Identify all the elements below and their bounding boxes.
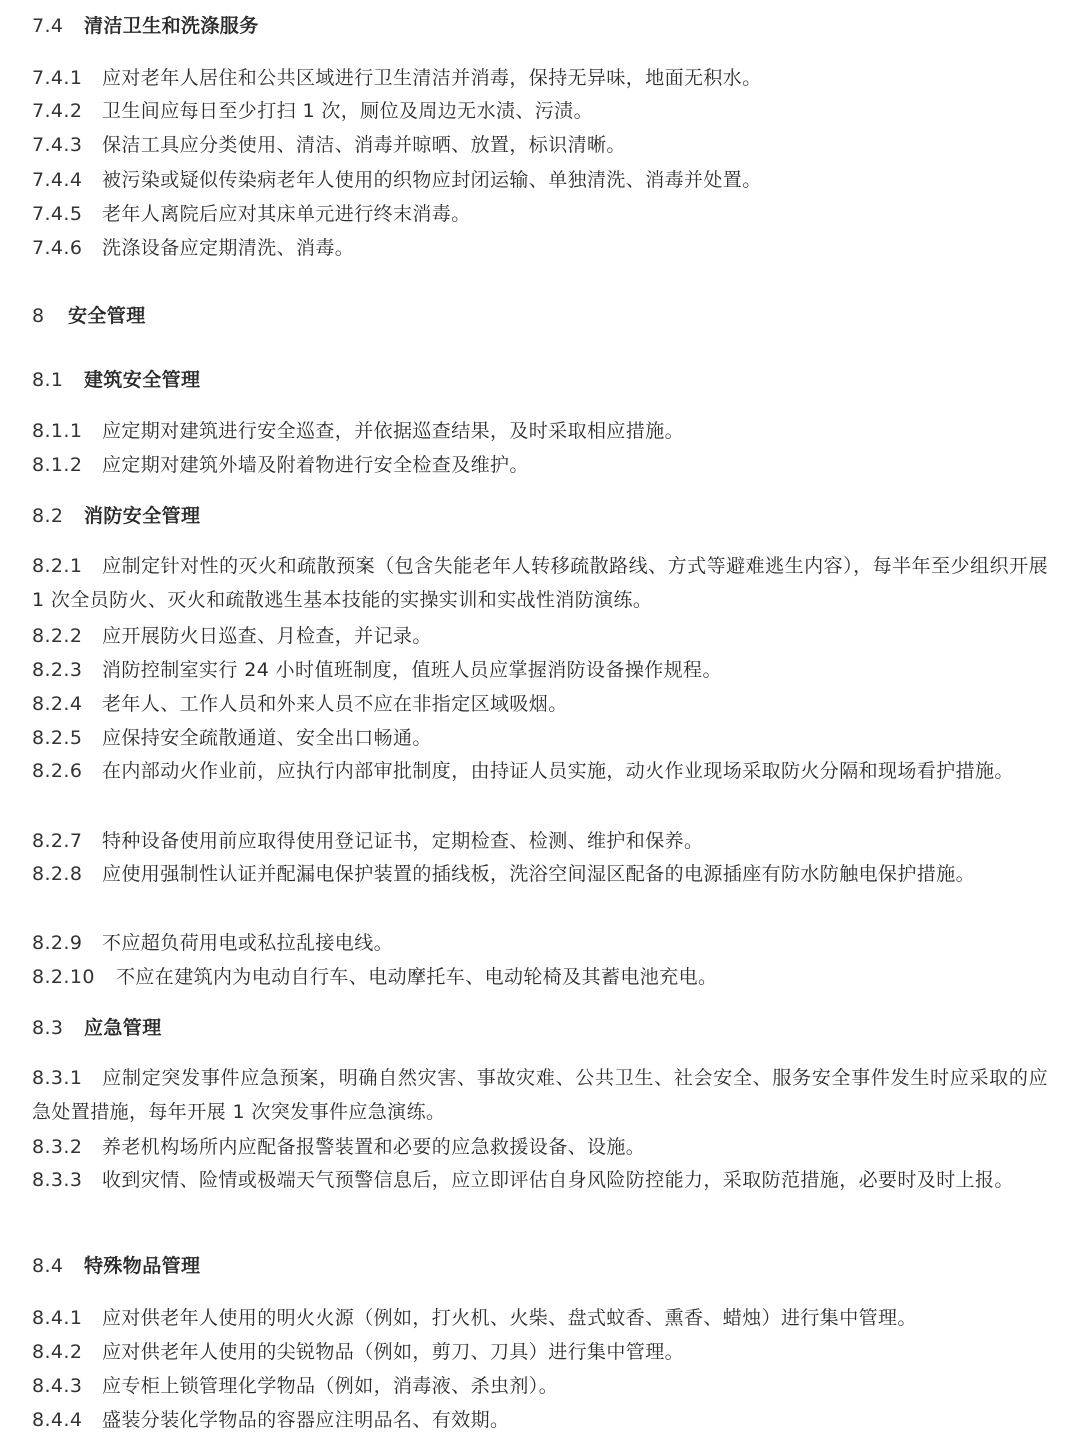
clause-number: 7.4.2 [32, 100, 83, 122]
clause-8-2-5 [32, 725, 432, 751]
clause-text: 应定期对建筑进行安全巡查，并依据巡查结果，及时采取相应措施。 [102, 420, 685, 442]
clause-8-2-6 [32, 754, 1048, 788]
section-title: 应急管理 [84, 1017, 162, 1039]
clause-text: 收到灾情、险情或极端天气预警信息后，应立即评估自身风险防控能力，采取防范措施，必要时及时上报。 [102, 1169, 1014, 1191]
clause-number: 8.3.3 [32, 1169, 83, 1191]
clause-text: 应开展防火日巡查、月检查，并记录。 [102, 625, 432, 647]
section-number: 8.3 [32, 1017, 64, 1039]
clause-number: 8.2.1 [32, 555, 83, 577]
clause-number: 8.2.9 [32, 932, 83, 954]
clause-number: 8.4.1 [32, 1307, 83, 1329]
clause-number: 8.1.1 [32, 420, 83, 442]
clause-number: 8.4.3 [32, 1375, 83, 1397]
section-title: 建筑安全管理 [84, 369, 201, 391]
section-number: 8.4 [32, 1255, 64, 1277]
section-number: 8.2 [32, 505, 64, 527]
clause-number: 8.4.4 [32, 1409, 83, 1431]
clause-text: 被污染或疑似传染病老年人使用的织物应封闭运输、单独清洗、消毒并处置。 [102, 169, 762, 191]
clause-8-2-1 [32, 549, 1048, 617]
section-title: 特殊物品管理 [84, 1255, 201, 1277]
clause-number: 8.2.4 [32, 693, 83, 715]
clause-text: 在内部动火作业前，应执行内部审批制度，由持证人员实施，动火作业现场采取防火分隔和现场看护措施。 [102, 760, 1014, 782]
clause-number: 8.2.10 [32, 966, 95, 988]
clause-8-4-3 [32, 1373, 558, 1399]
clause-text: 应定期对建筑外墙及附着物进行安全检查及维护。 [102, 454, 529, 476]
clause-8-2-3 [32, 657, 722, 683]
clause-8-3-3 [32, 1163, 1048, 1197]
section-heading-8-3 [32, 1015, 162, 1041]
clause-text: 应对供老年人使用的明火火源（例如，打火机、火柴、盘式蚊香、熏香、蜡烛）进行集中管理。 [102, 1307, 917, 1329]
clause-text: 应制定突发事件应急预案，明确自然灾害、事故灾难、公共卫生、社会安全、服务安全事件发生时应采取的应急处置措施，每年开展 1 次突发事件应急演练。 [32, 1067, 1048, 1123]
clause-text: 不应超负荷用电或私拉乱接电线。 [102, 932, 394, 954]
clause-number: 8.2.6 [32, 760, 83, 782]
clause-number: 8.4.2 [32, 1341, 83, 1363]
clause-text: 应对老年人居住和公共区域进行卫生清洁并消毒，保持无异味，地面无积水。 [102, 67, 762, 89]
clause-number: 7.4.4 [32, 169, 83, 191]
clause-8-2-9 [32, 930, 393, 956]
clause-8-3-1 [32, 1061, 1048, 1129]
clause-number: 8.2.2 [32, 625, 83, 647]
clause-8-2-2 [32, 623, 432, 649]
chapter-number: 8 [32, 305, 45, 327]
clause-number: 7.4.3 [32, 134, 83, 156]
clause-number: 7.4.1 [32, 67, 83, 89]
clause-8-4-2 [32, 1339, 684, 1365]
clause-text: 应制定针对性的灭火和疏散预案（包含失能老年人转移疏散路线、方式等避难逃生内容），每半年至少组织开展 1 次全员防火、灭火和疏散逃生基本技能的实操实训和实战性消防演练。 [32, 555, 1048, 611]
clause-text: 应对供老年人使用的尖锐物品（例如，剪刀、刀具）进行集中管理。 [102, 1341, 685, 1363]
section-heading-8-4 [32, 1253, 200, 1279]
clause-text: 洗涤设备应定期清洗、消毒。 [102, 237, 355, 259]
clause-text: 养老机构场所内应配备报警装置和必要的应急救援设备、设施。 [102, 1136, 646, 1158]
section-number: 8.1 [32, 369, 64, 391]
chapter-title: 安全管理 [68, 305, 146, 327]
clause-8-2-10 [32, 964, 717, 990]
clause-number: 8.2.3 [32, 659, 83, 681]
clause-7-4-5 [32, 201, 471, 227]
clause-text: 盛装分装化学物品的容器应注明品名、有效期。 [102, 1409, 510, 1431]
clause-text: 特种设备使用前应取得使用登记证书，定期检查、检测、维护和保养。 [102, 830, 704, 852]
clause-text: 卫生间应每日至少打扫 1 次，厕位及周边无水渍、污渍。 [102, 100, 593, 122]
section-heading-7-4 [32, 13, 259, 39]
clause-8-3-2 [32, 1134, 645, 1160]
clause-number: 7.4.6 [32, 237, 83, 259]
clause-8-2-8 [32, 857, 1048, 891]
section-heading-8-2 [32, 503, 200, 529]
clause-text: 应专柜上锁管理化学物品（例如，消毒液、杀虫剂）。 [102, 1375, 559, 1397]
chapter-heading-8 [32, 303, 146, 329]
section-title: 消防安全管理 [84, 505, 201, 527]
clause-8-2-7 [32, 828, 703, 854]
clause-7-4-3 [32, 132, 626, 158]
clause-number: 8.2.5 [32, 727, 83, 749]
clause-text: 保洁工具应分类使用、清洁、消毒并晾晒、放置，标识清晰。 [102, 134, 626, 156]
clause-7-4-4 [32, 167, 762, 193]
section-title: 清洁卫生和洗涤服务 [84, 15, 259, 37]
clause-8-4-1 [32, 1305, 917, 1331]
clause-text: 应使用强制性认证并配漏电保护装置的插线板，洗浴空间湿区配备的电源插座有防水防触电保护措施。 [102, 863, 976, 885]
section-heading-8-1 [32, 367, 200, 393]
clause-text: 不应在建筑内为电动自行车、电动摩托车、电动轮椅及其蓄电池充电。 [116, 966, 718, 988]
clause-number: 7.4.5 [32, 203, 83, 225]
clause-8-4-4 [32, 1407, 509, 1433]
clause-number: 8.1.2 [32, 454, 83, 476]
clause-text: 老年人、工作人员和外来人员不应在非指定区域吸烟。 [102, 693, 568, 715]
clause-7-4-2 [32, 98, 593, 124]
clause-8-1-1 [32, 418, 684, 444]
section-number: 7.4 [32, 15, 64, 37]
clause-7-4-6 [32, 235, 354, 261]
clause-number: 8.2.7 [32, 830, 83, 852]
clause-number: 8.2.8 [32, 863, 83, 885]
clause-text: 消防控制室实行 24 小时值班制度，值班人员应掌握消防设备操作规程。 [102, 659, 722, 681]
clause-number: 8.3.1 [32, 1067, 83, 1089]
clause-text: 老年人离院后应对其床单元进行终末消毒。 [102, 203, 471, 225]
clause-8-2-4 [32, 691, 568, 717]
clause-8-1-2 [32, 452, 529, 478]
clause-text: 应保持安全疏散通道、安全出口畅通。 [102, 727, 432, 749]
clause-number: 8.3.2 [32, 1136, 83, 1158]
clause-7-4-1 [32, 65, 762, 91]
